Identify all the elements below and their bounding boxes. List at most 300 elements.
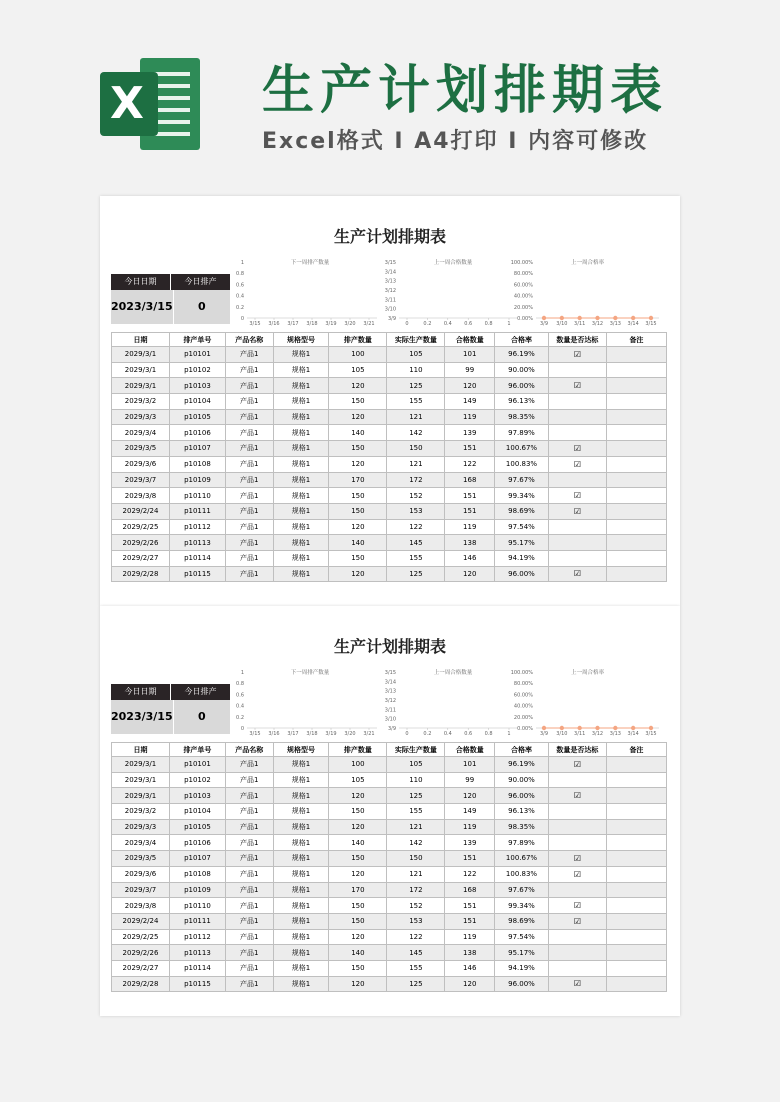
- table-cell: [606, 866, 666, 882]
- table-cell: 产品1: [225, 835, 273, 851]
- table-cell: 120: [329, 519, 387, 535]
- table-cell: 119: [445, 929, 495, 945]
- table-cell: 95.17%: [495, 535, 549, 551]
- table-cell: 产品1: [225, 519, 273, 535]
- y-tick-label: 3/14: [384, 269, 396, 276]
- x-tick-label: 0: [405, 731, 409, 737]
- column-header: 规格型号: [273, 743, 329, 757]
- target-met-checkbox[interactable]: [548, 425, 606, 441]
- table-cell: p10108: [169, 866, 225, 882]
- table-cell: [606, 362, 666, 378]
- table-cell: 97.89%: [495, 425, 549, 441]
- y-tick-label: 0.8: [236, 681, 244, 688]
- table-row: [112, 566, 667, 582]
- today-date-label: 今日日期: [111, 684, 171, 700]
- column-header: 排产单号: [169, 333, 225, 347]
- y-tick-label: 3/15: [384, 670, 396, 676]
- table-cell: 2029/2/26: [112, 945, 170, 961]
- table-row: [112, 394, 667, 410]
- y-tick-label: 0.4: [236, 293, 244, 300]
- table-cell: 140: [329, 945, 387, 961]
- target-met-checkbox[interactable]: ☑: [548, 566, 606, 582]
- table-row: [112, 472, 667, 488]
- table-cell: 145: [387, 535, 445, 551]
- table-cell: 90.00%: [495, 772, 549, 788]
- table-cell: 150: [329, 960, 387, 976]
- table-cell: 149: [445, 804, 495, 820]
- table-cell: p10103: [169, 788, 225, 804]
- table-cell: p10114: [169, 960, 225, 976]
- table-cell: 100.83%: [495, 456, 549, 472]
- y-tick-label: 80.00%: [513, 681, 533, 688]
- chart-title: 下一周排产数量: [290, 670, 330, 676]
- table-cell: 120: [329, 456, 387, 472]
- table-cell: 96.19%: [495, 757, 549, 773]
- table-cell: 125: [387, 378, 445, 394]
- target-met-checkbox[interactable]: ☑: [548, 456, 606, 472]
- table-cell: [606, 472, 666, 488]
- x-tick-label: 3/9: [539, 321, 549, 327]
- table-cell: 2029/3/1: [112, 347, 170, 363]
- logo-letter: X: [110, 78, 144, 129]
- chart-last-week-rate: [510, 666, 665, 738]
- data-point: [613, 726, 617, 730]
- table-cell: 2029/3/3: [112, 409, 170, 425]
- x-tick-label: 3/12: [591, 321, 604, 327]
- y-tick-label: 0: [240, 316, 244, 322]
- table-cell: 产品1: [225, 945, 273, 961]
- table-cell: 98.69%: [495, 503, 549, 519]
- today-plan-value: 0: [174, 290, 231, 324]
- table-row: [112, 851, 667, 867]
- table-cell: 2029/3/8: [112, 488, 170, 504]
- y-tick-label: 0.6: [236, 282, 244, 289]
- target-met-checkbox[interactable]: [548, 409, 606, 425]
- table-cell: 96.00%: [495, 566, 549, 582]
- y-tick-label: 3/14: [384, 679, 396, 686]
- table-cell: 产品1: [225, 425, 273, 441]
- table-cell: 140: [329, 425, 387, 441]
- table-cell: 98.35%: [495, 819, 549, 835]
- target-met-checkbox[interactable]: [548, 519, 606, 535]
- table-cell: 2029/2/28: [112, 566, 170, 582]
- y-tick-label: 3/13: [384, 688, 396, 695]
- x-tick-label: 3/20: [344, 731, 356, 737]
- table-cell: 96.00%: [495, 378, 549, 394]
- table-cell: 规格1: [273, 503, 329, 519]
- table-row: [112, 456, 667, 472]
- table-row: [112, 425, 667, 441]
- target-met-checkbox[interactable]: [548, 929, 606, 945]
- data-point: [631, 726, 635, 730]
- table-cell: 105: [387, 347, 445, 363]
- table-cell: 120: [445, 788, 495, 804]
- target-met-checkbox[interactable]: ☑: [548, 441, 606, 457]
- table-cell: [606, 898, 666, 914]
- table-cell: 150: [329, 898, 387, 914]
- x-tick-label: 0: [405, 321, 409, 327]
- y-tick-label: 3/9: [387, 316, 396, 322]
- table-cell: 168: [445, 472, 495, 488]
- column-header: 日期: [112, 333, 170, 347]
- table-cell: 125: [387, 976, 445, 992]
- table-row: [112, 913, 667, 929]
- table-cell: 100.83%: [495, 866, 549, 882]
- table-cell: p10108: [169, 456, 225, 472]
- data-point: [560, 726, 564, 730]
- x-tick-label: 3/11: [574, 321, 586, 327]
- table-cell: 97.67%: [495, 882, 549, 898]
- table-cell: 152: [387, 898, 445, 914]
- table-cell: p10115: [169, 566, 225, 582]
- table-cell: 105: [329, 772, 387, 788]
- table-cell: 151: [445, 913, 495, 929]
- x-tick-label: 0.4: [443, 321, 452, 327]
- table-cell: 2029/3/1: [112, 378, 170, 394]
- table-cell: 120: [329, 929, 387, 945]
- table-cell: 规格1: [273, 425, 329, 441]
- target-met-checkbox[interactable]: [548, 804, 606, 820]
- table-cell: 99: [445, 362, 495, 378]
- table-cell: 155: [387, 804, 445, 820]
- excel-x-tile: [100, 72, 158, 136]
- today-plan-label: 今日排产: [171, 684, 231, 700]
- table-cell: p10102: [169, 772, 225, 788]
- table-cell: p10113: [169, 535, 225, 551]
- data-point: [560, 316, 564, 320]
- table-cell: p10104: [169, 804, 225, 820]
- table-cell: 120: [329, 788, 387, 804]
- table-cell: 151: [445, 503, 495, 519]
- table-cell: 规格1: [273, 362, 329, 378]
- x-tick-label: 3/21: [363, 321, 375, 327]
- chart-svg: [383, 666, 523, 738]
- y-tick-label: 40.00%: [513, 293, 533, 300]
- table-cell: 2029/2/26: [112, 535, 170, 551]
- table-cell: 2029/3/1: [112, 362, 170, 378]
- table-row: [112, 378, 667, 394]
- y-tick-label: 0.00%: [517, 316, 533, 322]
- header-banner: [0, 0, 780, 190]
- table-cell: 2029/3/3: [112, 819, 170, 835]
- target-met-checkbox[interactable]: [548, 772, 606, 788]
- table-cell: 规格1: [273, 550, 329, 566]
- target-met-checkbox[interactable]: [548, 882, 606, 898]
- table-row: [112, 882, 667, 898]
- table-cell: 规格1: [273, 819, 329, 835]
- table-cell: p10110: [169, 488, 225, 504]
- y-tick-label: 3/15: [384, 260, 396, 266]
- table-row: [112, 519, 667, 535]
- x-tick-label: 3/10: [556, 731, 568, 737]
- table-cell: p10113: [169, 945, 225, 961]
- y-tick-label: 3/11: [384, 297, 396, 304]
- table-cell: 140: [329, 835, 387, 851]
- chart-last-week-qualified: [383, 666, 523, 738]
- table-cell: 172: [387, 472, 445, 488]
- x-tick-label: 3/11: [574, 731, 586, 737]
- y-tick-label: 3/12: [384, 288, 396, 294]
- table-cell: 145: [387, 945, 445, 961]
- table-cell: p10109: [169, 882, 225, 898]
- data-point: [613, 316, 617, 320]
- target-met-checkbox[interactable]: [548, 362, 606, 378]
- table-cell: 151: [445, 441, 495, 457]
- table-row: [112, 409, 667, 425]
- table-cell: 151: [445, 851, 495, 867]
- target-met-checkbox[interactable]: ☑: [548, 488, 606, 504]
- table-cell: 规格1: [273, 441, 329, 457]
- table-cell: 105: [329, 362, 387, 378]
- chart-svg: [510, 256, 665, 328]
- column-header: 合格数量: [445, 743, 495, 757]
- x-tick-label: 0.6: [464, 731, 473, 737]
- table-cell: 规格1: [273, 976, 329, 992]
- target-met-checkbox[interactable]: ☑: [548, 851, 606, 867]
- chart-last-week-rate: [510, 256, 665, 328]
- column-header: 备注: [606, 743, 666, 757]
- table-cell: 97.67%: [495, 472, 549, 488]
- table-cell: 122: [445, 456, 495, 472]
- target-met-checkbox[interactable]: ☑: [548, 898, 606, 914]
- table-cell: 96.19%: [495, 347, 549, 363]
- table-cell: 2029/2/27: [112, 550, 170, 566]
- table-cell: 98.35%: [495, 409, 549, 425]
- table-cell: 150: [387, 851, 445, 867]
- x-tick-label: 3/15: [645, 321, 657, 327]
- today-plan-value: 0: [174, 700, 231, 734]
- data-point: [577, 726, 581, 730]
- y-tick-label: 80.00%: [513, 271, 533, 278]
- x-tick-label: 3/13: [609, 321, 621, 327]
- table-cell: 2029/3/4: [112, 835, 170, 851]
- column-header: 实际生产数量: [387, 743, 445, 757]
- table-cell: p10101: [169, 757, 225, 773]
- target-met-checkbox[interactable]: ☑: [548, 757, 606, 773]
- table-cell: 产品1: [225, 378, 273, 394]
- table-cell: 120: [329, 566, 387, 582]
- table-cell: p10101: [169, 347, 225, 363]
- target-met-checkbox[interactable]: ☑: [548, 503, 606, 519]
- table-cell: 96.13%: [495, 804, 549, 820]
- table-cell: 140: [329, 535, 387, 551]
- y-tick-label: 20.00%: [513, 714, 533, 721]
- target-met-checkbox[interactable]: [548, 835, 606, 851]
- x-tick-label: 3/9: [539, 731, 549, 737]
- table-row: [112, 929, 667, 945]
- column-header: 产品名称: [225, 743, 273, 757]
- target-met-checkbox[interactable]: [548, 960, 606, 976]
- table-cell: 规格1: [273, 519, 329, 535]
- table-cell: 产品1: [225, 550, 273, 566]
- table-cell: p10105: [169, 409, 225, 425]
- table-cell: 151: [445, 488, 495, 504]
- table-cell: 96.00%: [495, 976, 549, 992]
- table-cell: 产品1: [225, 503, 273, 519]
- x-tick-label: 0.6: [464, 321, 473, 327]
- today-date-value: 2023/3/15: [111, 290, 174, 324]
- table-cell: 90.00%: [495, 362, 549, 378]
- table-cell: 100: [329, 757, 387, 773]
- target-met-checkbox[interactable]: ☑: [548, 866, 606, 882]
- table-cell: 产品1: [225, 535, 273, 551]
- chart-next-week: [237, 666, 383, 738]
- today-date-label: 今日日期: [111, 274, 171, 290]
- table-cell: 规格1: [273, 898, 329, 914]
- table-cell: 规格1: [273, 851, 329, 867]
- target-met-checkbox[interactable]: [548, 472, 606, 488]
- table-cell: [606, 772, 666, 788]
- column-header: 合格数量: [445, 333, 495, 347]
- table-cell: 150: [329, 550, 387, 566]
- table-cell: [606, 960, 666, 976]
- table-cell: 120: [445, 566, 495, 582]
- table-cell: [606, 441, 666, 457]
- table-cell: 2029/3/7: [112, 472, 170, 488]
- sheet-page-1: [100, 196, 680, 606]
- table-cell: 94.19%: [495, 550, 549, 566]
- table-header-row: [112, 743, 667, 757]
- table-cell: [606, 913, 666, 929]
- table-cell: 规格1: [273, 945, 329, 961]
- table-cell: [606, 945, 666, 961]
- table-cell: 产品1: [225, 757, 273, 773]
- table-cell: p10114: [169, 550, 225, 566]
- table-cell: 153: [387, 503, 445, 519]
- table-cell: 170: [329, 472, 387, 488]
- table-cell: 产品1: [225, 913, 273, 929]
- table-row: [112, 488, 667, 504]
- excel-logo-icon: [100, 58, 200, 150]
- table-row: [112, 441, 667, 457]
- table-cell: 120: [329, 409, 387, 425]
- table-cell: 2029/3/5: [112, 851, 170, 867]
- table-cell: [606, 503, 666, 519]
- table-cell: p10103: [169, 378, 225, 394]
- x-tick-label: 3/15: [249, 321, 261, 327]
- table-cell: 产品1: [225, 851, 273, 867]
- chart-svg: [383, 256, 523, 328]
- chart-next-week: [237, 256, 383, 328]
- table-row: [112, 945, 667, 961]
- x-tick-label: 3/17: [287, 731, 299, 737]
- target-met-checkbox[interactable]: [548, 535, 606, 551]
- table-cell: 96.00%: [495, 788, 549, 804]
- y-tick-label: 0: [240, 726, 244, 732]
- data-point: [631, 316, 635, 320]
- y-tick-label: 0.8: [236, 271, 244, 278]
- today-kpi: [111, 684, 231, 734]
- table-cell: 121: [387, 866, 445, 882]
- x-tick-label: 0.8: [484, 731, 493, 737]
- data-point: [595, 726, 599, 730]
- table-cell: 2029/3/4: [112, 425, 170, 441]
- table-cell: [606, 456, 666, 472]
- column-header: 规格型号: [273, 333, 329, 347]
- table-cell: [606, 929, 666, 945]
- table-cell: 101: [445, 347, 495, 363]
- table-cell: 101: [445, 757, 495, 773]
- table-cell: 150: [329, 441, 387, 457]
- table-cell: 产品1: [225, 472, 273, 488]
- table-cell: 2029/2/25: [112, 929, 170, 945]
- column-header: 产品名称: [225, 333, 273, 347]
- y-tick-label: 100.00%: [510, 260, 533, 266]
- x-tick-label: 3/21: [363, 731, 375, 737]
- sheet-title: 生产计划排期表: [333, 637, 446, 656]
- table-cell: 产品1: [225, 362, 273, 378]
- table-cell: 规格1: [273, 929, 329, 945]
- table-cell: 120: [329, 378, 387, 394]
- x-tick-label: 1: [507, 321, 511, 327]
- table-cell: 138: [445, 945, 495, 961]
- table-cell: 172: [387, 882, 445, 898]
- x-tick-label: 3/10: [556, 321, 568, 327]
- table-cell: 2029/3/1: [112, 772, 170, 788]
- column-header: 实际生产数量: [387, 333, 445, 347]
- target-met-checkbox[interactable]: ☑: [548, 913, 606, 929]
- table-cell: [606, 566, 666, 582]
- page-subtitle: Excel格式 I A4打印 I 内容可修改: [262, 129, 649, 154]
- table-row: [112, 819, 667, 835]
- target-met-checkbox[interactable]: [548, 550, 606, 566]
- y-tick-label: 100.00%: [510, 670, 533, 676]
- y-tick-label: 0.2: [236, 304, 244, 311]
- table-cell: 110: [387, 362, 445, 378]
- y-tick-label: 3/10: [384, 306, 396, 313]
- table-cell: 150: [387, 441, 445, 457]
- data-point: [595, 316, 599, 320]
- target-met-checkbox[interactable]: [548, 945, 606, 961]
- table-cell: [606, 819, 666, 835]
- target-met-checkbox[interactable]: ☑: [548, 347, 606, 363]
- table-cell: 99: [445, 772, 495, 788]
- column-header: 排产数量: [329, 333, 387, 347]
- table-cell: 155: [387, 550, 445, 566]
- table-cell: p10110: [169, 898, 225, 914]
- table-cell: [606, 757, 666, 773]
- table-cell: 产品1: [225, 976, 273, 992]
- table-cell: 规格1: [273, 913, 329, 929]
- page-title: 生产计划排期表: [262, 61, 669, 121]
- target-met-checkbox[interactable]: ☑: [548, 976, 606, 992]
- today-kpi: [111, 274, 231, 324]
- table-cell: 146: [445, 550, 495, 566]
- table-cell: 146: [445, 960, 495, 976]
- plan-table: [111, 742, 667, 992]
- table-cell: [606, 788, 666, 804]
- table-cell: 2029/2/27: [112, 960, 170, 976]
- target-met-checkbox[interactable]: [548, 394, 606, 410]
- target-met-checkbox[interactable]: [548, 819, 606, 835]
- x-tick-label: 0.8: [484, 321, 493, 327]
- table-cell: 120: [445, 976, 495, 992]
- target-met-checkbox[interactable]: ☑: [548, 788, 606, 804]
- table-cell: [606, 835, 666, 851]
- table-cell: 122: [387, 519, 445, 535]
- table-cell: 2029/3/6: [112, 456, 170, 472]
- table-cell: 152: [387, 488, 445, 504]
- chart-svg: [237, 256, 383, 328]
- table-cell: 产品1: [225, 898, 273, 914]
- table-cell: 产品1: [225, 394, 273, 410]
- table-cell: 产品1: [225, 882, 273, 898]
- table-cell: 规格1: [273, 757, 329, 773]
- table-cell: 168: [445, 882, 495, 898]
- table-cell: 2029/3/6: [112, 866, 170, 882]
- target-met-checkbox[interactable]: ☑: [548, 378, 606, 394]
- table-cell: 2029/3/5: [112, 441, 170, 457]
